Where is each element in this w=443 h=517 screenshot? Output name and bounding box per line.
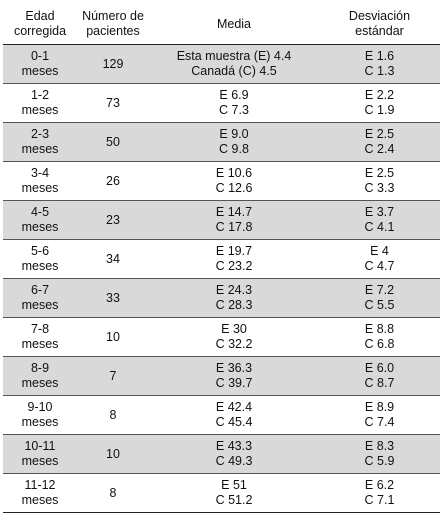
table-row [3,435,440,474]
cell-mean-line-2: Canadá (C) 4.5 [191,64,277,78]
header-patients-line-1: Número de [82,9,144,23]
cell-mean [149,123,319,162]
table-row [3,318,440,357]
cell-mean-line-1: E 19.7 [215,244,253,258]
cell-sd [319,318,440,357]
header-sd-line-1: Desviación [348,9,411,23]
cell-sd-line-1: E 4 [370,244,389,258]
cell-age [3,435,77,474]
cell-mean-line-1: E 14.7 [215,205,253,219]
cell-age-line-2: meses [21,142,59,156]
cell-age [3,474,77,513]
cell-sd-line-2: C 1.9 [364,103,395,117]
cell-age-line-2: meses [21,493,59,507]
table-body [3,45,440,513]
header-patients [77,4,149,45]
cell-sd-line-1: E 2.5 [364,166,395,180]
cell-age-line-2: meses [21,220,59,234]
cell-age [3,201,77,240]
cell-mean-line-2: C 51.2 [215,493,253,507]
cell-age-line-2: meses [21,454,59,468]
cell-age [3,84,77,123]
cell-sd-line-2: C 7.1 [364,493,395,507]
cell-patients [77,396,149,435]
cell-mean-line-2: C 12.6 [215,181,253,195]
cell-sd [319,435,440,474]
cell-patients [77,84,149,123]
cell-mean-line-2: C 49.3 [215,454,253,468]
header-mean-label: Media [216,16,252,31]
cell-sd-line-1: E 7.2 [364,283,395,297]
table-row [3,279,440,318]
cell-sd-line-1: E 8.3 [364,439,395,453]
cell-patients-line-1: 34 [106,251,120,266]
table-row [3,240,440,279]
cell-sd [319,123,440,162]
cell-age-line-1: 4-5 [30,205,50,219]
cell-mean-line-1: E 51 [221,478,247,492]
cell-age [3,162,77,201]
table-header [3,4,440,45]
table-row [3,84,440,123]
cell-sd-line-2: C 5.5 [364,298,395,312]
header-age-line-1: Edad [25,9,55,23]
cell-age-line-1: 2-3 [30,127,50,141]
cell-sd-line-1: E 2.2 [364,88,395,102]
cell-sd-line-2: C 5.9 [364,454,395,468]
table-row [3,162,440,201]
cell-sd-line-2: C 3.3 [364,181,395,195]
cell-mean-line-2: C 23.2 [215,259,253,273]
cell-sd-line-1: E 2.5 [364,127,395,141]
cell-mean [149,396,319,435]
cell-sd-line-2: C 1.3 [364,64,395,78]
cell-sd [319,162,440,201]
cell-mean [149,45,319,84]
table-row [3,201,440,240]
cell-age [3,123,77,162]
cell-patients [77,474,149,513]
cell-patients-line-1: 10 [106,446,120,461]
cell-sd-line-1: E 3.7 [364,205,395,219]
cell-patients-line-1: 129 [102,56,124,71]
cell-mean-line-1: E 6.9 [219,88,249,102]
cell-mean-line-1: Esta muestra (E) 4.4 [176,49,292,63]
header-patients-line-2: pacientes [86,24,140,38]
cell-patients-line-1: 73 [106,95,120,110]
cell-patients [77,201,149,240]
table-row [3,357,440,396]
cell-age-line-2: meses [21,298,59,312]
cell-age [3,318,77,357]
cell-age-line-1: 6-7 [30,283,50,297]
cell-patients [77,435,149,474]
cell-mean-line-1: E 30 [221,322,247,336]
table-row [3,474,440,513]
cell-sd [319,357,440,396]
cell-mean-line-2: C 45.4 [215,415,253,429]
cell-age-line-1: 8-9 [30,361,50,375]
header-sd [319,4,440,45]
cell-age-line-1: 5-6 [30,244,50,258]
header-age [3,4,77,45]
cell-mean-line-1: E 36.3 [215,361,253,375]
cell-sd-line-2: C 4.7 [364,259,395,273]
cell-mean-line-2: C 9.8 [219,142,249,156]
cell-sd-line-2: C 6.8 [364,337,395,351]
cell-patients [77,357,149,396]
cell-mean [149,357,319,396]
data-table-container [3,4,440,513]
cell-sd-line-2: C 2.4 [364,142,395,156]
cell-age-line-2: meses [21,103,59,117]
cell-patients-line-1: 7 [109,368,117,383]
table-row [3,45,440,84]
cell-sd [319,84,440,123]
cell-mean-line-1: E 10.6 [215,166,253,180]
cell-mean-line-1: E 24.3 [215,283,253,297]
cell-patients-line-1: 8 [109,485,117,500]
cell-sd [319,396,440,435]
cell-sd-line-1: E 8.9 [364,400,395,414]
cell-age-line-1: 11-12 [24,478,56,492]
cell-patients-line-1: 50 [106,134,120,149]
cell-age-line-1: 7-8 [30,322,50,336]
cell-patients-line-1: 10 [106,329,120,344]
cell-age-line-2: meses [21,337,59,351]
cell-mean [149,279,319,318]
cell-patients-line-1: 23 [106,212,120,227]
cell-sd [319,279,440,318]
cell-mean-line-1: E 43.3 [215,439,253,453]
cell-sd [319,45,440,84]
cell-age-line-2: meses [21,415,59,429]
cell-patients-line-1: 33 [106,290,120,305]
cell-sd-line-1: E 6.2 [364,478,395,492]
cell-sd-line-2: C 4.1 [364,220,395,234]
cell-age-line-2: meses [21,64,59,78]
cell-sd-line-1: E 8.8 [364,322,395,336]
cell-age-line-1: 1-2 [30,88,50,102]
header-mean [149,4,319,45]
cell-mean-line-2: C 39.7 [215,376,253,390]
cell-mean [149,474,319,513]
growth-stats-table [3,4,440,513]
table-row [3,123,440,162]
cell-sd [319,201,440,240]
cell-patients [77,240,149,279]
cell-mean [149,318,319,357]
cell-age-line-2: meses [21,376,59,390]
cell-patients [77,318,149,357]
header-row [3,4,440,45]
cell-age [3,279,77,318]
cell-mean [149,240,319,279]
cell-mean-line-2: C 17.8 [215,220,253,234]
cell-age [3,396,77,435]
cell-mean-line-2: C 7.3 [219,103,249,117]
cell-patients [77,123,149,162]
cell-sd-line-2: C 7.4 [364,415,395,429]
cell-age-line-1: 10-11 [24,439,56,453]
cell-patients-line-1: 26 [106,173,120,188]
header-age-line-2: corregida [13,24,67,38]
cell-mean-line-2: C 28.3 [215,298,253,312]
cell-mean [149,84,319,123]
cell-age [3,45,77,84]
cell-sd [319,474,440,513]
cell-mean-line-2: C 32.2 [215,337,253,351]
cell-age-line-2: meses [21,181,59,195]
cell-patients-line-1: 8 [109,407,117,422]
cell-age-line-2: meses [21,259,59,273]
cell-patients [77,279,149,318]
cell-patients [77,162,149,201]
cell-mean [149,435,319,474]
cell-sd-line-1: E 6.0 [364,361,395,375]
cell-mean-line-1: E 42.4 [215,400,253,414]
cell-mean [149,201,319,240]
cell-mean-line-1: E 9.0 [219,127,249,141]
table-row [3,396,440,435]
cell-age-line-1: 9-10 [27,400,53,414]
header-sd-line-2: estándar [355,24,404,38]
cell-sd-line-1: E 1.6 [364,49,395,63]
cell-sd-line-2: C 8.7 [364,376,395,390]
cell-patients [77,45,149,84]
cell-age [3,357,77,396]
cell-age [3,240,77,279]
cell-sd [319,240,440,279]
cell-mean [149,162,319,201]
cell-age-line-1: 0-1 [30,49,50,63]
cell-age-line-1: 3-4 [30,166,50,180]
